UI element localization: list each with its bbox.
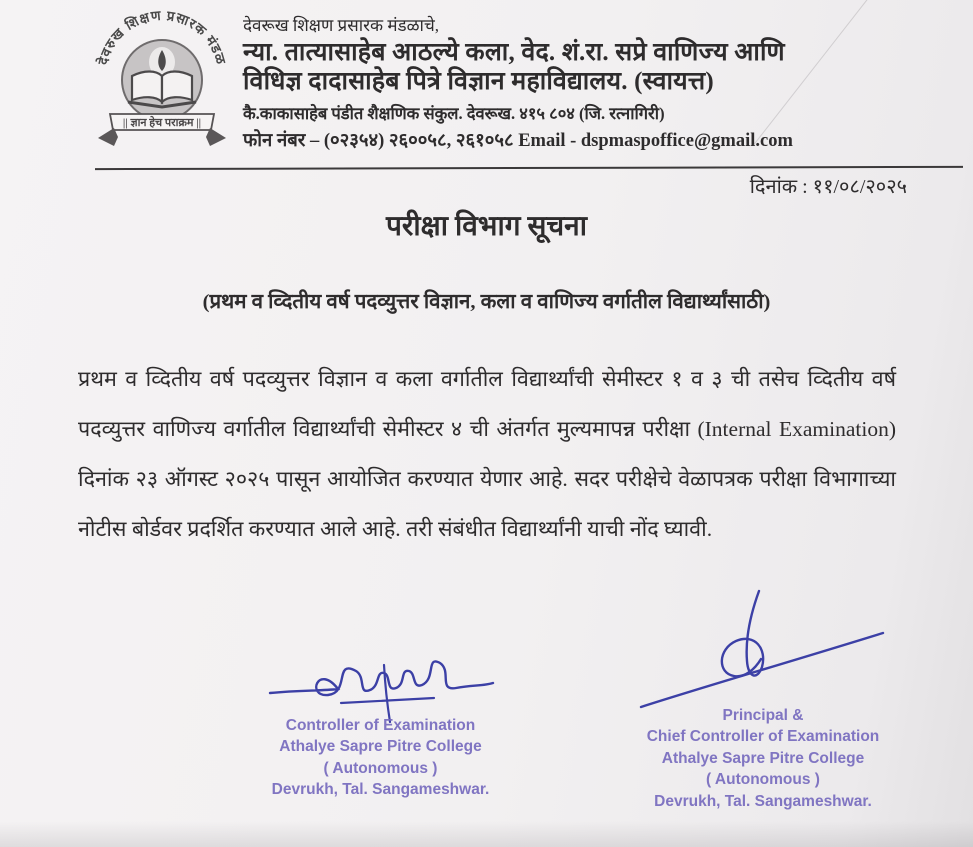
stamp-line: Devrukh, Tal. Sangameshwar. <box>654 792 872 810</box>
stamp-line: ( Autonomous ) <box>323 759 438 777</box>
college-name-line2: विधिज्ञ दादासाहेब पित्रे विज्ञान महाविद्यालय. (स्वायत्त) <box>243 67 714 95</box>
college-phone-email: फोन नंबर – (०२३५४) २६००५८, २६१०५८ Email - dspmaspoffice@gmail.com <box>243 130 793 151</box>
college-name-line1: न्या. तात्यासाहेब आठल्ये कला, वेद. शं.रा. सप्रे वाणिज्य आणि <box>243 39 785 66</box>
letterhead <box>243 13 958 152</box>
book-right-page <box>162 72 192 103</box>
signature-block-principal <box>603 585 923 812</box>
logo-ring-text: देवरुख शिक्षण प्रसारक मंडळ <box>95 7 229 67</box>
stamp-line: Athalye Sapre Pitre College <box>661 749 865 767</box>
controller-stamp <box>233 715 528 801</box>
stamp-line: Devrukh, Tal. Sangameshwar. <box>271 781 490 799</box>
controller-signature-icon <box>266 645 496 723</box>
stamp-line: Principal & <box>722 707 804 724</box>
college-address: कै.काकासाहेब पंडीत शैक्षणिक संकुल. देवरूख. ४१५ ८०४ (जि. रत्नागिरी) <box>243 103 665 123</box>
stamp-line: ( Autonomous ) <box>706 771 820 789</box>
notice-title: परीक्षा विभाग सूचना <box>386 211 587 242</box>
stamp-line: Chief Controller of Examination <box>646 728 880 746</box>
principal-stamp <box>603 705 923 812</box>
college-logo <box>84 6 240 156</box>
logo-banner-text: || ज्ञान हेच पराक्रम || <box>122 117 202 129</box>
signature-block-controller <box>233 645 528 801</box>
ribbon-tail-left <box>98 128 118 146</box>
ribbon-tail-right <box>206 128 226 146</box>
stamp-line: Controller of Examination <box>285 717 476 734</box>
header-divider <box>95 166 963 170</box>
notice-subtitle: (प्रथम व व्दितीय वर्ष पदव्युत्तर विज्ञान, कला व वाणिज्य वर्गातील विद्यार्थ्यांसाठी) <box>202 291 771 313</box>
notice-body: प्रथम व व्दितीय वर्ष पदव्युत्तर विज्ञान व कला वर्गातील विद्यार्थ्यांची सेमीस्टर १ व ३ ची तसेच व्दितीय वर्ष पदव्युत्तर वाणिज्य वर्गातील विद्यार्थ्यांची सेमीस्टर ४ ची अंतर्गत मुल्यमापन्न परीक्षा (Internal Examination) दिनांक २३ ऑगस्ट २०२५ पासून आयोजित करण्यात येणार आहे. सदर परीक्षेचे वेळापत्रक परीक्षा विभागाच्या नोटीस बोर्डवर प्रदर्शित करण्यात आले आहे. तरी संबंधीत विद्यार्थ्यांनी याची नोंद घ्यावी. <box>78 367 896 541</box>
notice-date: दिनांक : ११/०८/२०२५ <box>749 176 907 198</box>
book-left-page <box>132 72 162 103</box>
stamp-line: Athalye Sapre Pitre College <box>279 738 482 756</box>
principal-signature-icon <box>633 585 893 711</box>
society-name: देवरूख शिक्षण प्रसारक मंडळाचे, <box>243 16 439 35</box>
